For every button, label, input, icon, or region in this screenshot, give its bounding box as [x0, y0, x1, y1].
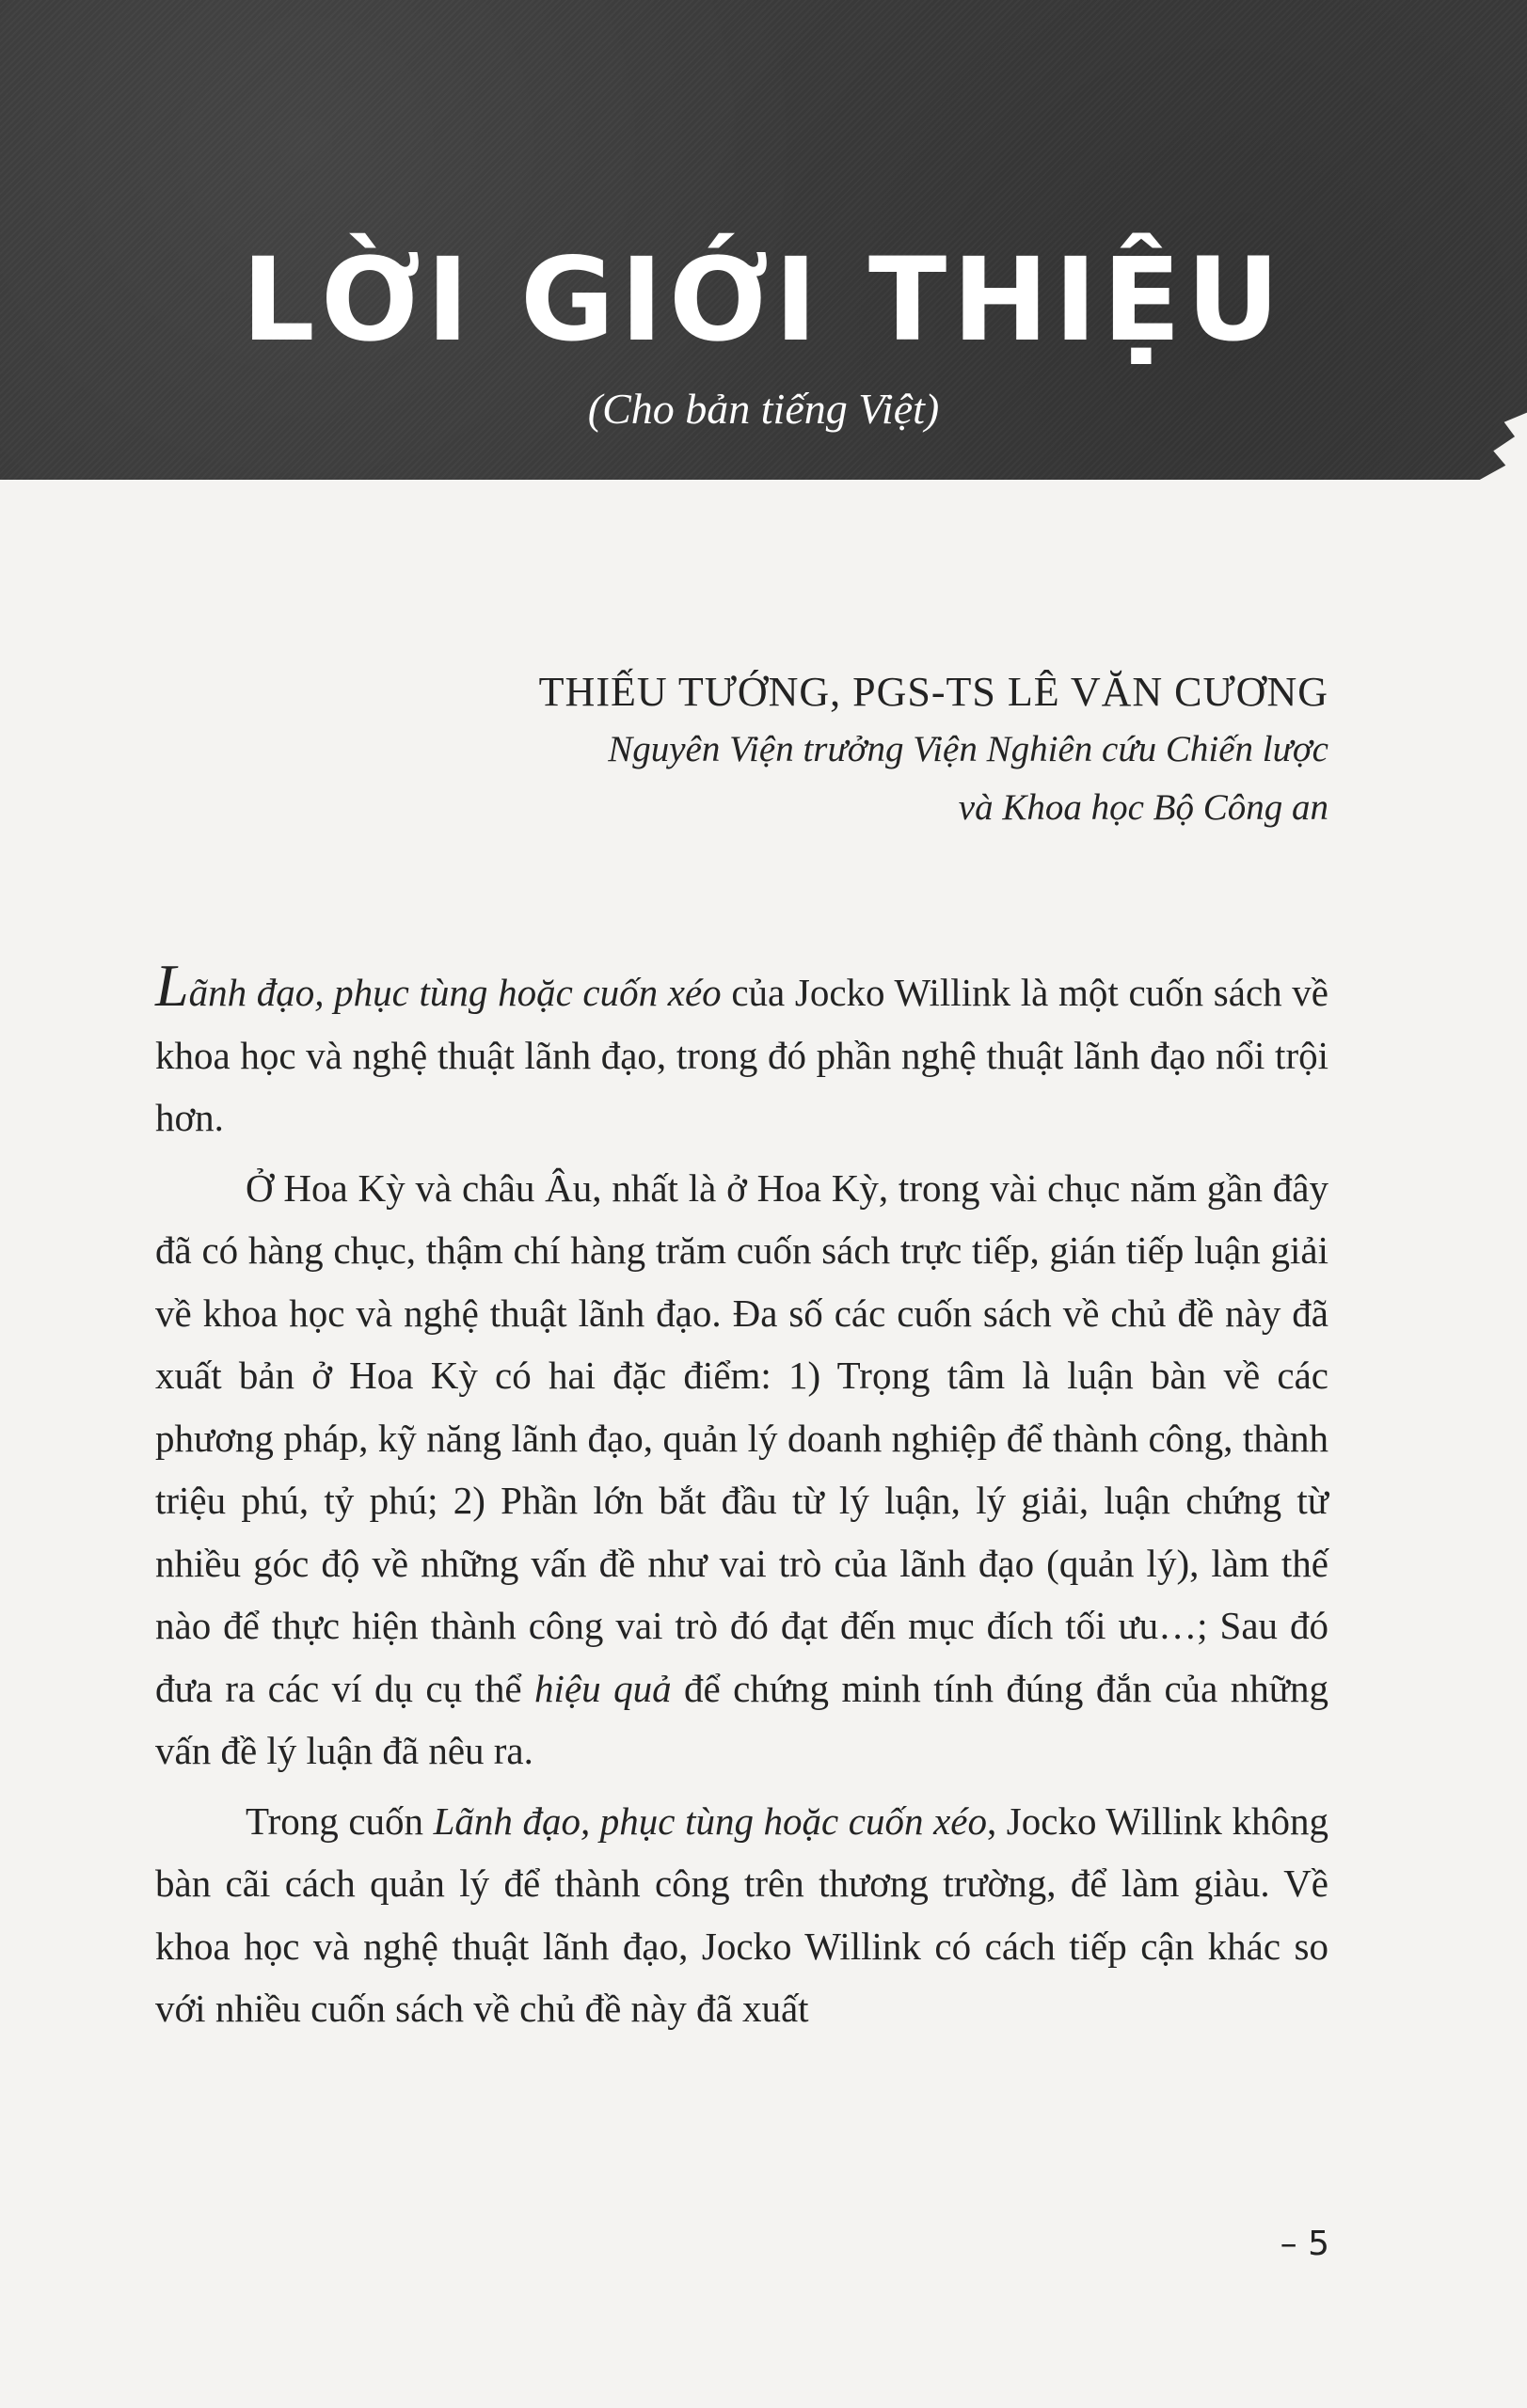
- book-title-italic-2: Lãnh đạo, phục tùng hoặc cuốn xéo: [433, 1798, 987, 1843]
- chapter-subtitle: (Cho bản tiếng Việt): [587, 385, 940, 433]
- body-text: [155, 952, 1329, 2048]
- paragraph-3-text-before: Trong cuốn: [246, 1798, 434, 1843]
- paragraph-2: [155, 1157, 1328, 1782]
- paragraph-3-text-after: , Jocko Willink không bàn cãi cách quản lý để thành công trên thương trường, để làm giàu. Về khoa học và nghệ thuật lãnh đạo, Jocko Willink có cách tiếp cận khác so với nhiều cuốn sách về chủ đề này đã xuất: [155, 1798, 1328, 2030]
- chapter-title: LỜI GIỚI THIỆU: [241, 233, 1286, 367]
- paragraph-2-text-before: Ở Hoa Kỳ và châu Âu, nhất là ở Hoa Kỳ, trong vài chục năm gần đây đã có hàng chục, thậm chí hàng trăm cuốn sách trực tiếp, gián tiếp luận giải về khoa học và nghệ thuật lãnh đạo. Đa số các cuốn sách về chủ đề này đã xuất bản ở Hoa Kỳ có hai đặc điểm: 1) Trọng tâm là luận bàn về các phương pháp, kỹ năng lãnh đạo, quản lý doanh nghiệp để thành công, thành triệu phú, tỷ phú; 2) Phần lớn bắt đầu từ lý luận, lý giải, luận chứng từ nhiều góc độ về những vấn đề như vai trò của lãnh đạo (quản lý), làm thế nào để thực hiện thành công vai trò đó đạt đến mục đích tối ưu…; Sau đó đưa ra các ví dụ cụ thể: [155, 1165, 1328, 1710]
- paragraph-1: [155, 952, 1329, 1149]
- emphasis-italic: hiệu quả: [534, 1666, 672, 1710]
- author-block: [539, 664, 1328, 837]
- author-role-line-2: và Khoa học Bộ Công an: [958, 787, 1328, 828]
- drop-cap: L: [155, 952, 189, 1019]
- author-role-line-1: Nguyên Viện trưởng Viện Nghiên cứu Chiến lược: [608, 729, 1328, 769]
- paragraph-3: [155, 1790, 1328, 2040]
- author-name: THIẾU TƯỚNG, PGS-TS LÊ VĂN CƯƠNG: [538, 669, 1328, 715]
- book-title-italic: ãnh đạo, phục tùng hoặc cuốn xéo: [188, 971, 722, 1014]
- paragraph-2-text-after: để chứng minh tính đúng đắn của những vấn đề lý luận đã nêu ra.: [155, 1666, 1329, 1772]
- paragraph-1-text: của Jocko Willink là một cuốn sách về khoa học và nghệ thuật lãnh đạo, trong đó phần nghệ thuật lãnh đạo nổi trội hơn.: [155, 971, 1329, 1139]
- page-number: – 5: [1280, 2225, 1329, 2263]
